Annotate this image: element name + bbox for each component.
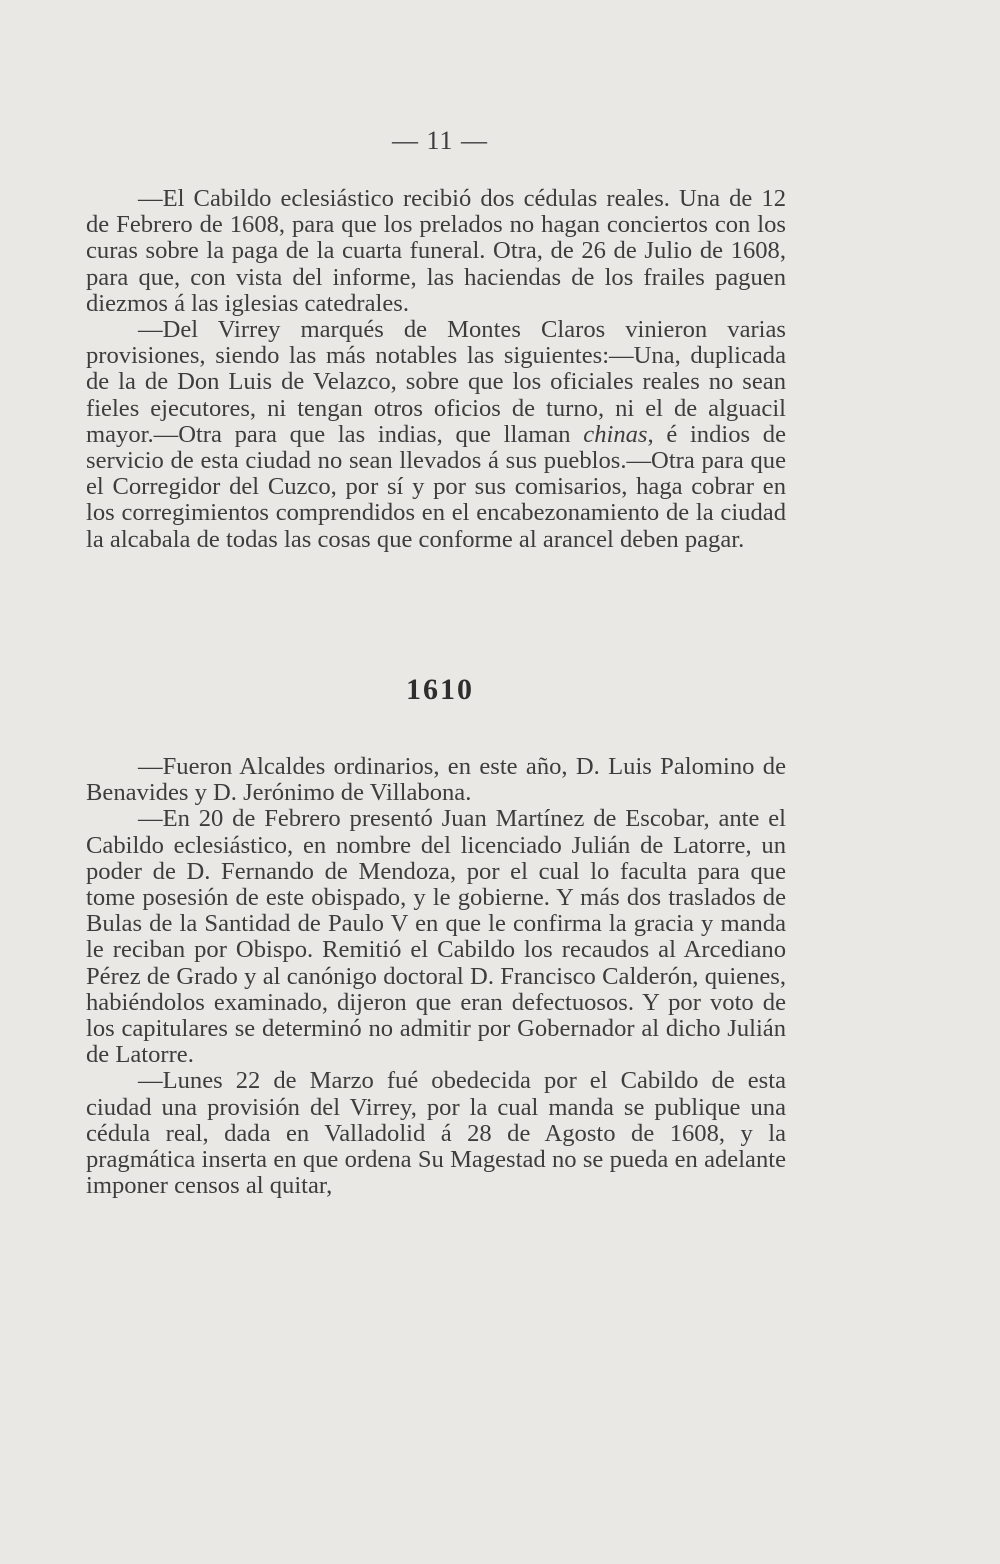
- paragraph-text-after: , é indios de servicio de esta ciudad no sean llevados á sus pueblos.—Otra para que el Corregidor del Cuzco, por sí y por sus comisarios, haga cobrar en los corregimientos comprendidos en el encabezonamiento de la ciudad la alcabala de todas las cosas que conforme al arancel deben pagar.: [86, 420, 786, 553]
- page-number: — 11 —: [391, 126, 489, 155]
- paragraph-cedulas-reales: —El Cabildo eclesiástico recibió dos cédulas reales. Una de 12 de Febrero de 1608, para que los prelados no hagan conciertos con los curas sobre la paga de la cuarta funeral. Otra, de 26 de Julio de 1608, para que, con vista del informe, las haciendas de los frailes paguen diezmos á las iglesias catedrales.: [86, 185, 786, 317]
- paragraph-text-before: —Del Virrey marqués de Montes Claros vinieron varias provisiones, siendo las más notables las siguientes:—Una, duplicada de la de Don Luis de Velazco, sobre que los oficiales reales no sean fieles ejecutores, ni tengan otros oficios de turno, ni el de alguacil mayor.—Otra para que las indias, que llaman: [86, 316, 786, 448]
- italic-term-chinas: chinas: [583, 420, 648, 448]
- text-section-1610: [86, 754, 786, 1199]
- paragraph-poder-obispado: —En 20 de Febrero presentó Juan Martínez de Escobar, ante el Cabildo eclesiástico, en nombre del licenciado Julián de Latorre, un poder de D. Fernando de Mendoza, por el cual lo faculta para que tome posesión de este obispado, y le gobierne. Y más dos traslados de Bulas de la Santidad de Paulo V en que le confirma la gracia y manda le reciban por Obispo. Remitió el Cabildo los recaudos al Arcediano Pérez de Grado y al canónigo doctoral D. Francisco Calderón, quienes, habiéndolos examinado, dijeron que eran defectuosos. Y por voto de los capitulares se determinó no admitir por Gobernador al dicho Julián de Latorre.: [86, 805, 786, 1069]
- paragraph-alcaldes: —Fueron Alcaldes ordinarios, en este año, D. Luis Palomino de Benavides y D. Jerónimo de Villabona.: [86, 753, 786, 807]
- paragraph-provisiones-virrey: [86, 317, 786, 553]
- paragraph-provision-censos: —Lunes 22 de Marzo fué obedecida por el Cabildo de esta ciudad una provisión del Virrey, por la cual manda se publique una cédula real, dada en Valladolid á 28 de Agosto de 1608, y la pragmática inserta en que ordena Su Magestad no se pueda en adelante imponer censos al quitar,: [86, 1067, 786, 1200]
- year-heading: 1610: [406, 673, 474, 706]
- text-section-1609: [86, 186, 786, 553]
